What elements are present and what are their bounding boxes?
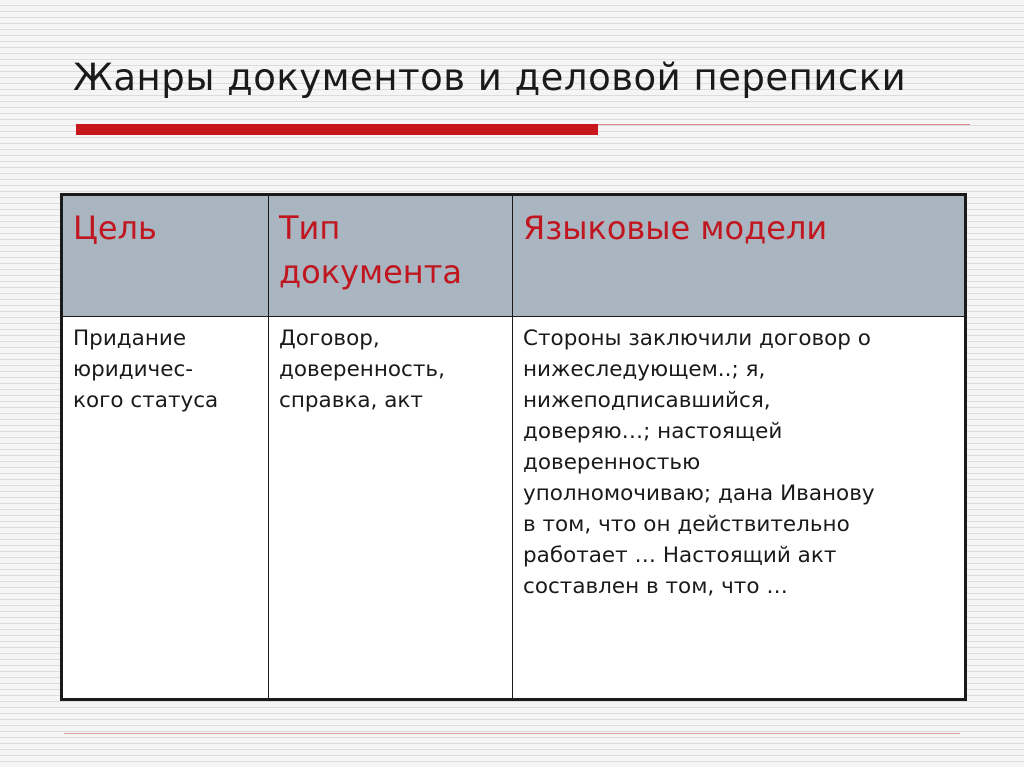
cell-document-type — [269, 317, 513, 700]
table-row — [62, 317, 966, 700]
table-header-row — [62, 195, 966, 317]
cell-language-models-line: работает … Настоящий акт — [523, 543, 837, 568]
cell-language-models-line: доверенностью — [523, 450, 701, 475]
cell-language-models-line: нижеподписавшийся, — [523, 388, 771, 413]
header-language-models: Языковые модели — [513, 195, 966, 317]
cell-purpose-line: Придание — [73, 326, 187, 351]
genres-table-container — [60, 193, 964, 701]
cell-document-type-line: Договор, — [279, 326, 380, 351]
genres-table — [60, 193, 967, 701]
header-document-type: Тип документа — [269, 195, 513, 317]
slide-title: Жанры документов и деловой переписки — [73, 56, 907, 99]
cell-purpose-line: юридичес- — [73, 357, 194, 382]
cell-language-models — [513, 317, 966, 700]
cell-language-models-line: нижеследующем..; я, — [523, 357, 766, 382]
cell-language-models-line: Стороны заключили договор о — [523, 326, 871, 351]
cell-purpose — [62, 317, 269, 700]
cell-purpose-line: кого статуса — [73, 388, 219, 413]
cell-document-type-line: справка, акт — [279, 388, 423, 413]
footer-rule — [64, 733, 960, 734]
cell-language-models-line: составлен в том, что … — [523, 574, 788, 599]
header-purpose: Цель — [62, 195, 269, 317]
title-underline-thin — [598, 124, 970, 125]
cell-language-models-line: в том, что он действительно — [523, 512, 850, 537]
cell-language-models-line: уполномочиваю; дана Иванову — [523, 481, 875, 506]
title-underline-accent — [76, 124, 598, 135]
cell-language-models-line: доверяю…; настоящей — [523, 419, 783, 444]
cell-document-type-line: доверенность, — [279, 357, 445, 382]
